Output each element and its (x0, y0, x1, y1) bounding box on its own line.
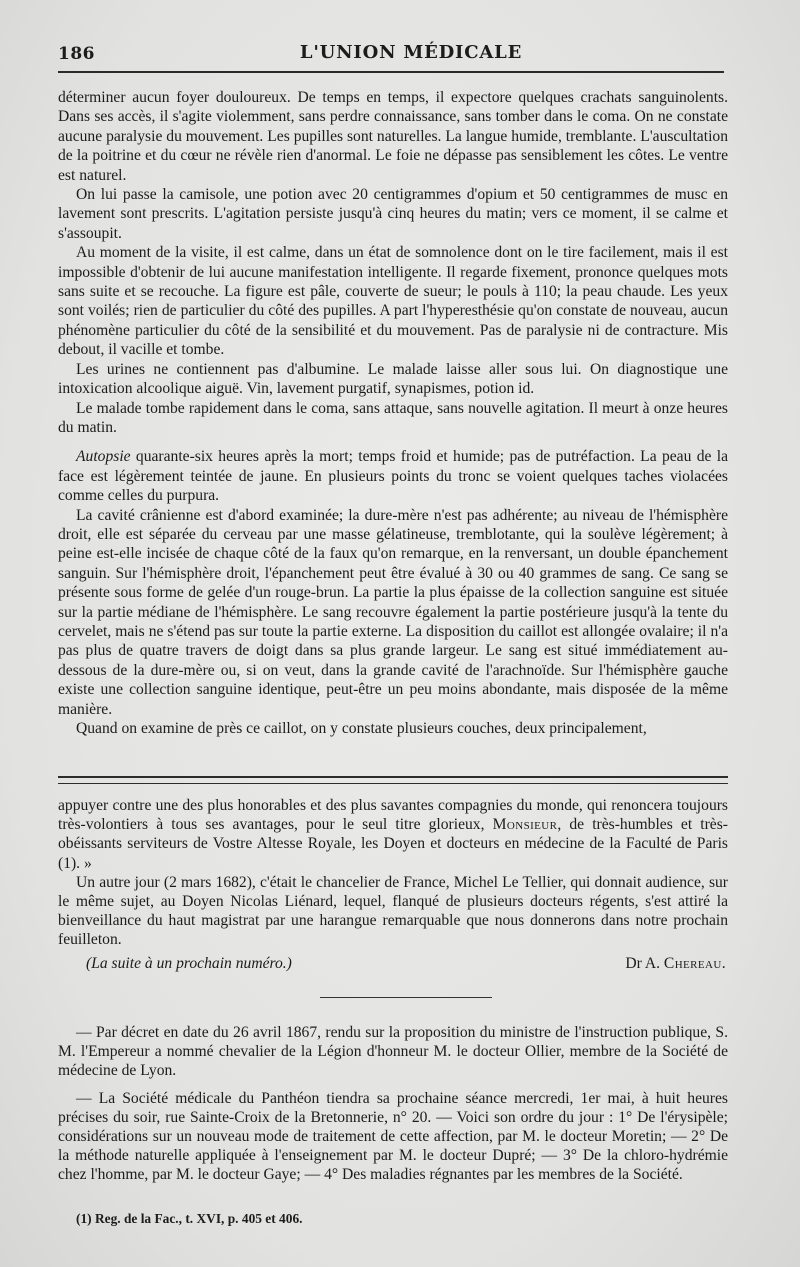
running-title: L'UNION MÉDICALE (299, 42, 523, 63)
feuilleton-paragraph-2: Un autre jour (2 mars 1682), c'était le chancelier de France, Michel Le Tellier, qui donnait audience, sur le même sujet, au Doyen Nicolas Liénard, lequel, flanqué de plusieurs docteurs régents, s'est attiré la bienveillance du haut magistrat par une harangue remarquable que nous donnerons dans notre prochain feuilleton. (58, 873, 728, 949)
signature-name: Chereau. (663, 955, 726, 972)
article-paragraph-7: La cavité crânienne est d'abord examinée; la dure-mère n'est pas adhérente; au niveau de l'hémisphère droit, elle est séparée du cerveau par une masse gélatineuse, tremblotante, qui la soulève légèrement; à peine est-elle incisée de chaque côté de la faux qu'on remarque, en la renversant, un double épanchement sanguin. Sur l'hémisphère droit, l'épanchement peut être évalué à 30 ou 40 grammes de sang. Ce sang se présente sous forme de gelée d'un rouge-brun. La partie la plus épaisse de la collection sanguine est située sur la partie médiane de l'hémisphère. Le sang recouvre également la partie postérieure jusqu'à la tente du cervelet, mais ne s'étend pas sur toute la partie externe. La disposition du caillot est allongée ovalaire; il n'a pas plus de quatre travers de doigt dans sa plus grande largeur. Le sang est situé immédiatement au-dessous de la dure-mère ou, si on veut, dans la grande cavité de l'arachnoïde. Sur l'hémisphère gauche existe une collection sanguine identique, peut-être un peu moins abondante, mais disposée de la même manière. (58, 506, 728, 718)
article-paragraph-1: déterminer aucun foyer douloureux. De temps en temps, il expectore quelques crachats sanguinolents. Dans ses accès, il s'agite violemment, sans perdre connaissance, sans tomber dans le coma. On ne constate aucune paralysie du mouvement. Les pupilles sont naturelles. La langue humide, tremblante. L'auscultation de la poitrine et du cœur ne révèle rien d'anormal. Le foie ne dépasse pas sensiblement les côtes. Le ventre est naturel. (58, 89, 728, 184)
article-paragraph-8: Quand on examine de près ce caillot, on y constate plusieurs couches, deux principalement, (76, 720, 647, 737)
news-item-decret: — Par décret en date du 26 avril 1867, rendu sur la proposition du ministre de l'instruction publique, S. M. l'Empereur a nommé chevalier de la Légion d'honneur M. le docteur Ollier, membre de la Société de médecine de Lyon. (58, 1024, 728, 1080)
feuilleton-paragraph-1 (58, 796, 728, 873)
monsieur-text: Monsieur (492, 816, 558, 834)
footnote: (1) Reg. de la Fac., t. XVI, p. 405 et 406. (76, 1211, 303, 1226)
feuilleton-body (58, 796, 728, 950)
signature-prefix: Dr A. (625, 955, 664, 972)
article-paragraph-2: On lui passe la camisole, une potion avec 20 centigrammes d'opium et 50 centigrammes de musc en lavement sont prescrits. L'agitation persiste jusqu'à cinq heures du matin; vers ce moment, il se calme et s'assoupit. (58, 186, 728, 242)
suite-note: (La suite à un prochain numéro.) (86, 955, 292, 972)
feuilleton-text-b: , de très-humbles et très-obéissants serviteurs de Vostre Altesse Royale, les Doyen et docteurs en médecine de la Faculté de Paris (1). » (58, 816, 728, 872)
feuilleton-text-a: appuyer contre une des plus honorables et des plus savantes compagnies du monde, qui renoncera toujours très-volontiers à tous ses avantages, pour le seul titre glorieux, (58, 797, 728, 834)
news-separator (320, 997, 492, 998)
article-body (58, 88, 728, 738)
article-paragraph-autopsie (58, 447, 728, 505)
page-number: 186 (58, 44, 95, 64)
autopsie-heading: Autopsie (76, 448, 131, 466)
autopsie-text: quarante-six heures après la mort; temps froid et humide; pas de putréfaction. La peau de la face est légèrement teintée de jaune. En plusieurs points du tronc se voient quelques taches violacées comme celles du purpura. (58, 448, 728, 505)
page-header (58, 42, 724, 68)
article-paragraph-5: Le malade tombe rapidement dans le coma, sans attaque, sans nouvelle agitation. Il meurt à onze heures du matin. (58, 399, 728, 436)
suite-line (58, 955, 728, 977)
header-rule (58, 71, 724, 73)
news-item-societe: — La Société médicale du Panthéon tiendra sa prochaine séance mercredi, 1er mai, à huit heures précises du soir, rue Sainte-Croix de la Bretonnerie, n° 20. — Voici son ordre du jour : 1° De l'érysipèle; considérations sur un nouveau mode de traitement de cette affection, par M. le docteur Moretin; — 2° De la méthode naturelle appliquée à l'enseignement par M. le docteur Dupré; — 3° De la chloro-hydrémie chez l'homme, par M. le docteur Gaye; — 4° Des maladies régnantes par les membres de la Société. (58, 1089, 728, 1184)
article-paragraph-4: Les urines ne contiennent pas d'albumine. Le malade laisse aller sous lui. On diagnostique une intoxication alcoolique aiguë. Vin, lavement purgatif, synapismes, potion id. (58, 360, 728, 398)
feuilleton-separator (58, 776, 728, 784)
news-section (58, 1023, 728, 1185)
signature (625, 955, 726, 973)
article-paragraph-3: Au moment de la visite, il est calme, dans un état de somnolence dont on le tire facilement, mais il est impossible d'obtenir de lui aucune manifestation intelligente. Il regarde fixement, prononce quelques mots sans suite et se recouche. La figure est pâle, couverte de sueur; le pouls à 110; la peau chaude. Les yeux sont voilés; rien de particulier du côté des pupilles. A part l'hyperesthésie qu'on constate de nouveau, aucun phénomène particulier du côté de la sensibilité et du mouvement. Pas de paralysie ni de contracture. Mis debout, il vacille et tombe. (58, 244, 728, 359)
